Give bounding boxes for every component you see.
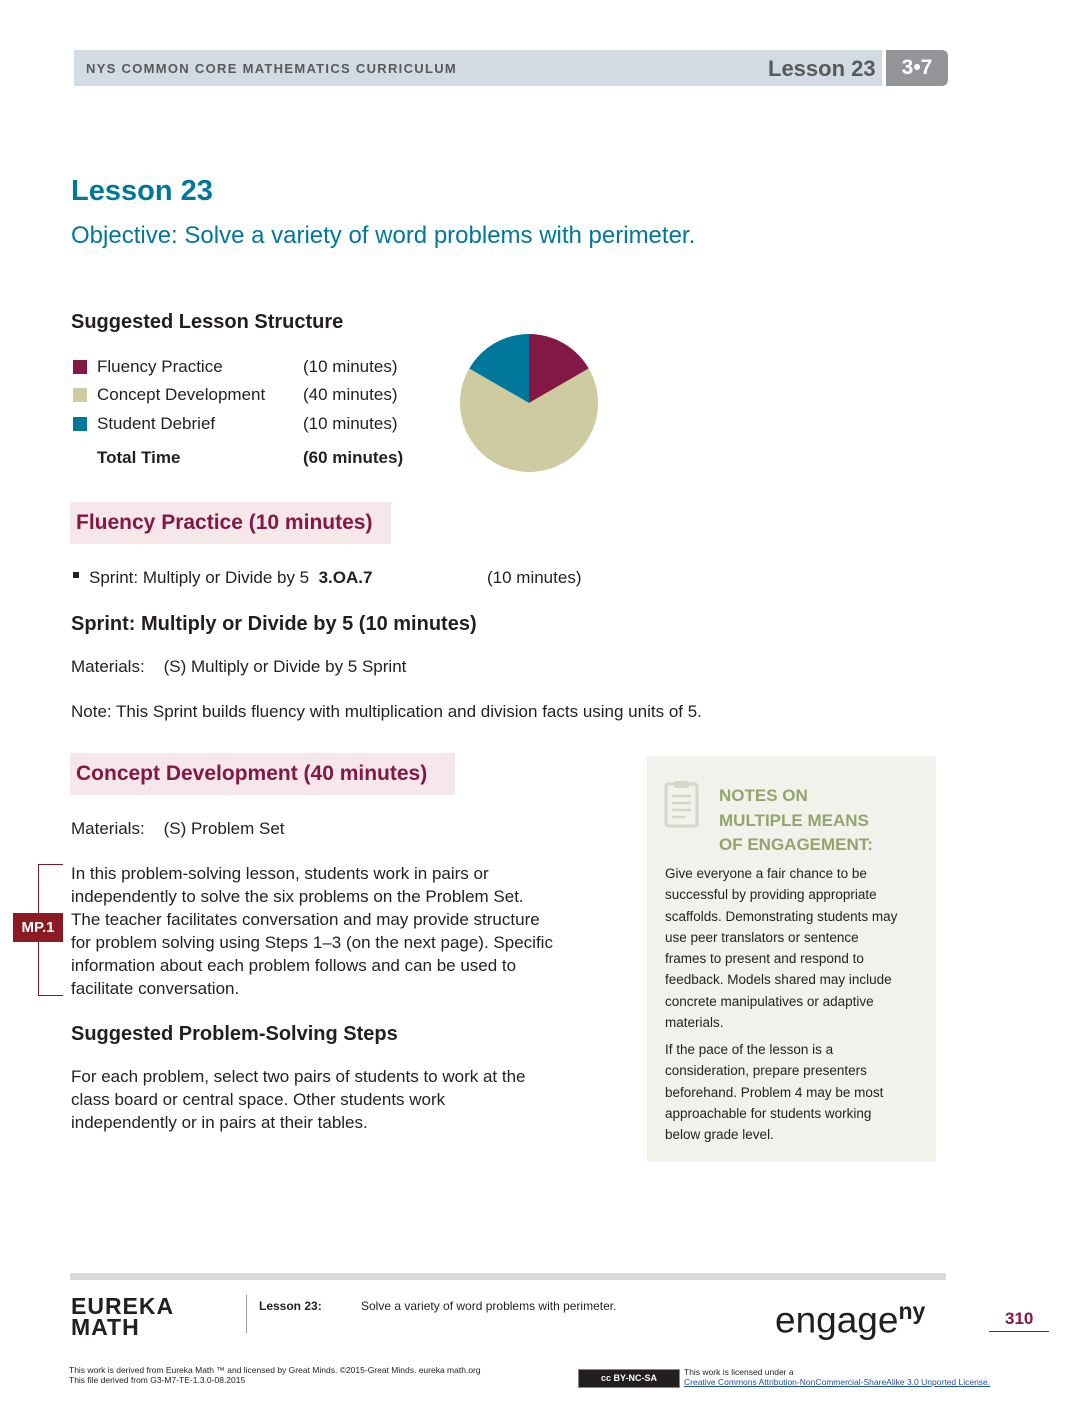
notes-line: Give everyone a fair chance to be — [665, 866, 867, 881]
legend-minutes: (40 minutes) — [303, 385, 398, 404]
bullet-label: Sprint: Multiply or Divide by 5 — [89, 568, 310, 587]
footer-rule — [70, 1273, 946, 1280]
legend-minutes: (10 minutes) — [303, 357, 398, 376]
notes-line: concrete manipulatives or adaptive — [665, 993, 874, 1009]
legend-name: Fluency Practice — [97, 357, 223, 376]
legend-name: Concept Development — [97, 385, 266, 404]
logo-line: MATH — [71, 1314, 140, 1340]
concept-paragraph — [71, 862, 591, 1000]
objective: Objective: Solve a variety of word problems with perimeter. — [71, 222, 696, 249]
notes-heading — [719, 784, 873, 858]
engageny-logo — [775, 1298, 925, 1341]
footer-lesson-label: Lesson 23: — [259, 1299, 322, 1313]
header-lesson-label: Lesson 23 — [768, 56, 876, 81]
paragraph-line: independently to solve the six problems on the Problem Set. — [71, 887, 524, 906]
notes-paragraph-2 — [665, 1039, 927, 1145]
concept-section-title: Concept Development (40 minutes) — [76, 762, 428, 785]
concept-materials: Materials: (S) Problem Set — [71, 819, 285, 838]
footer-lesson-description: Solve a variety of word problems with perimeter. — [361, 1299, 617, 1313]
paragraph-line: For each problem, select two pairs of students to work at the — [71, 1067, 526, 1086]
paragraph-line: for problem solving using Steps 1–3 (on the next page). Specific — [71, 933, 553, 952]
license-line: This work is licensed under a — [684, 1367, 794, 1377]
license-link[interactable]: Creative Commons Attribution-NonCommercial-ShareAlike 3.0 Unported License. — [684, 1377, 991, 1387]
footer-divider — [246, 1295, 247, 1333]
legend-swatch — [73, 388, 87, 402]
notes-heading-line: MULTIPLE MEANS — [719, 810, 869, 830]
fluency-section-title: Fluency Practice (10 minutes) — [76, 511, 373, 534]
total-label: Total Time — [97, 448, 181, 467]
notes-paragraph-1 — [665, 863, 927, 1033]
paragraph-line: In this problem-solving lesson, students work in pairs or — [71, 864, 489, 883]
notes-line: feedback. Models shared may include — [665, 972, 892, 988]
page-number-rule — [989, 1331, 1049, 1332]
sprint-heading: Sprint: Multiply or Divide by 5 (10 minutes) — [71, 613, 477, 635]
paragraph-line: The teacher facilitates conversation and may provide structure — [71, 910, 540, 929]
legend-minutes: (10 minutes) — [303, 414, 398, 433]
page-number: 310 — [1005, 1309, 1034, 1328]
legend-name: Student Debrief — [97, 414, 216, 433]
sprint-note: Note: This Sprint builds fluency with multiplication and division facts using units of 5. — [71, 702, 702, 721]
notes-line: scaffolds. Demonstrating students may — [665, 908, 898, 924]
notes-line: beforehand. Problem 4 may be most — [665, 1084, 884, 1100]
notes-line: frames to present and respond to — [665, 951, 864, 967]
derived-notice — [69, 1365, 481, 1385]
mp-badge: MP.1 — [13, 913, 63, 942]
paragraph-line: information about each problem follows and can be used to — [71, 956, 517, 975]
ny-text: ny — [898, 1298, 926, 1324]
notes-line: materials. — [665, 1015, 724, 1031]
logo-line: EUREKA — [71, 1293, 175, 1319]
bullet-minutes: (10 minutes) — [487, 568, 582, 587]
lesson-structure-pie-chart — [458, 332, 600, 474]
notes-document-icon — [663, 780, 701, 830]
lesson-title: Lesson 23 — [71, 175, 213, 207]
notes-line: consideration, prepare presenters — [665, 1063, 867, 1079]
notes-line: below grade level. — [665, 1127, 774, 1143]
sprint-materials: Materials: (S) Multiply or Divide by 5 Sprint — [71, 657, 407, 676]
steps-heading: Suggested Problem-Solving Steps — [71, 1023, 398, 1045]
notes-heading-line: OF ENGAGEMENT: — [719, 835, 873, 854]
derived-line: This work is derived from Eureka Math ™ and licensed by Great Minds. ©2015-Great Minds. eureka math.org — [69, 1365, 481, 1375]
steps-paragraph — [71, 1065, 591, 1134]
structure-heading: Suggested Lesson Structure — [71, 311, 344, 333]
eureka-math-logo — [71, 1293, 175, 1340]
bullet-icon — [73, 572, 79, 578]
notes-line: use peer translators or sentence — [665, 929, 859, 945]
notes-line: approachable for students working — [665, 1105, 872, 1121]
paragraph-line: class board or central space. Other students work — [71, 1090, 446, 1109]
cc-license-badge: cc BY-NC-SA — [578, 1369, 680, 1388]
paragraph-line: independently or in pairs at their tables. — [71, 1113, 368, 1132]
legend-swatch — [73, 417, 87, 431]
notes-heading-line: NOTES ON — [719, 786, 808, 805]
derived-line: This file derived from G3-M7-TE-1.3.0-08.2015 — [69, 1375, 246, 1385]
grade-module-badge: 3•7 — [886, 50, 948, 86]
bullet-standard: 3.OA.7 — [318, 568, 373, 587]
curriculum-label: NYS COMMON CORE MATHEMATICS CURRICULUM — [86, 61, 458, 76]
total-minutes: (60 minutes) — [303, 448, 404, 467]
license-notice — [684, 1367, 990, 1387]
notes-line: successful by providing appropriate — [665, 887, 877, 903]
legend-swatch — [73, 360, 87, 374]
paragraph-line: facilitate conversation. — [71, 979, 240, 998]
notes-line: If the pace of the lesson is a — [665, 1042, 834, 1057]
engage-text: engage — [775, 1299, 899, 1341]
